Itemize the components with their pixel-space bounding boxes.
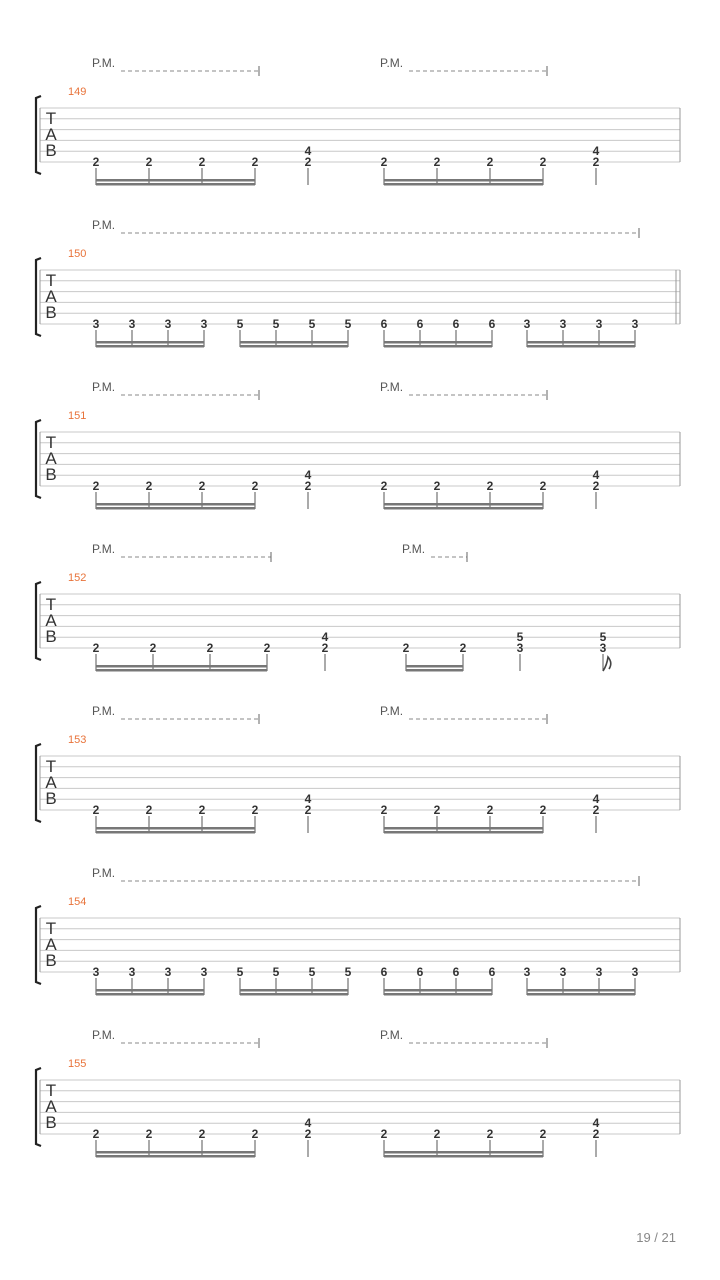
fret-number: 2 (251, 803, 259, 817)
beam (240, 993, 348, 996)
fret-number: 3 (516, 641, 524, 655)
fret-number: 6 (380, 965, 388, 979)
fret-number: 2 (198, 1127, 206, 1141)
beam (240, 345, 348, 348)
fret-number: 3 (523, 965, 531, 979)
palm-mute-label: P.M. (380, 704, 404, 718)
system-151 (36, 380, 680, 510)
beam (384, 507, 543, 510)
fret-number: 6 (488, 965, 496, 979)
palm-mute-label: P.M. (92, 380, 116, 394)
fret-number: 6 (452, 965, 460, 979)
fret-number: 5 (599, 630, 607, 645)
tab-clef-letter: A (45, 1097, 57, 1116)
beam (384, 831, 543, 834)
tab-clef-letter: B (45, 789, 57, 808)
fret-number: 6 (488, 317, 496, 331)
fret-number: 2 (592, 479, 600, 493)
system-154 (36, 866, 680, 996)
beam (96, 989, 204, 992)
fret-number: 4 (304, 144, 312, 159)
system-150 (36, 218, 680, 348)
measure-number: 154 (68, 896, 87, 908)
fret-number: 2 (486, 155, 494, 169)
fret-number: 5 (516, 630, 524, 645)
beam (96, 1155, 255, 1158)
measure-number: 150 (68, 248, 87, 260)
fret-number: 6 (416, 965, 424, 979)
fret-number: 6 (416, 317, 424, 331)
fret-number: 2 (304, 155, 312, 169)
beam (240, 989, 348, 992)
fret-number: 4 (592, 792, 600, 807)
fret-number: 3 (92, 965, 100, 979)
beam (384, 989, 492, 992)
fret-number: 2 (92, 803, 100, 817)
beam (406, 669, 463, 672)
fret-number: 2 (198, 155, 206, 169)
measure-number: 152 (68, 572, 87, 584)
fret-number: 5 (308, 965, 316, 979)
tab-clef-letter: B (45, 627, 57, 646)
beam (384, 503, 543, 506)
fret-number: 2 (433, 479, 441, 493)
palm-mute-label: P.M. (92, 704, 116, 718)
fret-number: 3 (200, 317, 208, 331)
palm-mute-label: P.M. (92, 218, 116, 232)
fret-number: 3 (595, 965, 603, 979)
fret-number: 3 (128, 965, 136, 979)
tab-clef-letter: A (45, 773, 57, 792)
measure-number: 151 (68, 410, 87, 422)
fret-number: 2 (380, 1127, 388, 1141)
beam (96, 669, 267, 672)
fret-number: 2 (459, 641, 467, 655)
tab-clef-letter: T (45, 595, 57, 614)
fret-number: 5 (344, 965, 352, 979)
fret-number: 5 (308, 317, 316, 331)
fret-number: 2 (251, 155, 259, 169)
system-149 (36, 56, 680, 186)
beam (96, 993, 204, 996)
tab-clef-letter: B (45, 951, 57, 970)
beam (384, 179, 543, 182)
fret-number: 3 (631, 965, 639, 979)
tab-clef-letter: B (45, 1113, 57, 1132)
fret-number: 2 (486, 1127, 494, 1141)
beam (406, 665, 463, 668)
fret-number: 2 (402, 641, 410, 655)
fret-number: 5 (272, 965, 280, 979)
fret-number: 5 (344, 317, 352, 331)
beam (384, 1151, 543, 1154)
fret-number: 3 (128, 317, 136, 331)
fret-number: 2 (198, 803, 206, 817)
tab-clef-letter: A (45, 449, 57, 468)
tab-clef-letter: A (45, 125, 57, 144)
beam (384, 993, 492, 996)
fret-number: 4 (321, 630, 329, 645)
fret-number: 2 (92, 155, 100, 169)
tab-clef-letter: B (45, 141, 57, 160)
fret-number: 2 (304, 479, 312, 493)
palm-mute-label: P.M. (92, 56, 116, 70)
tab-clef-letter: T (45, 109, 57, 128)
fret-number: 2 (380, 803, 388, 817)
beam (527, 993, 635, 996)
tab-clef-letter: T (45, 1081, 57, 1100)
fret-number: 2 (145, 1127, 153, 1141)
fret-number: 3 (92, 317, 100, 331)
fret-number: 2 (592, 155, 600, 169)
fret-number: 2 (486, 479, 494, 493)
fret-number: 2 (263, 641, 271, 655)
beam (96, 827, 255, 830)
fret-number: 2 (592, 803, 600, 817)
palm-mute-label: P.M. (380, 1028, 404, 1042)
tab-clef-letter: T (45, 919, 57, 938)
beam (96, 179, 255, 182)
fret-number: 5 (236, 317, 244, 331)
system-153 (36, 704, 680, 834)
page-number: 19 / 21 (636, 1230, 676, 1245)
beam (384, 827, 543, 830)
palm-mute-label: P.M. (92, 866, 116, 880)
palm-mute-label: P.M. (380, 56, 404, 70)
fret-number: 2 (206, 641, 214, 655)
beam (384, 341, 492, 344)
palm-mute-label: P.M. (92, 542, 116, 556)
fret-number: 2 (145, 803, 153, 817)
fret-number: 4 (592, 144, 600, 159)
beam (96, 345, 204, 348)
fret-number: 2 (321, 641, 329, 655)
fret-number: 3 (164, 965, 172, 979)
fret-number: 3 (559, 317, 567, 331)
beam (96, 503, 255, 506)
fret-number: 4 (592, 468, 600, 483)
fret-number: 2 (145, 155, 153, 169)
beam (527, 345, 635, 348)
beam (96, 665, 267, 668)
fret-number: 3 (631, 317, 639, 331)
tab-clef-letter: T (45, 271, 57, 290)
fret-number: 3 (595, 317, 603, 331)
measure-number: 153 (68, 734, 87, 746)
fret-number: 2 (198, 479, 206, 493)
beam (527, 989, 635, 992)
fret-number: 3 (559, 965, 567, 979)
fret-number: 2 (92, 1127, 100, 1141)
fret-number: 2 (380, 479, 388, 493)
fret-number: 2 (539, 155, 547, 169)
fret-number: 2 (592, 1127, 600, 1141)
fret-number: 3 (200, 965, 208, 979)
tab-clef-letter: B (45, 303, 57, 322)
fret-number: 3 (523, 317, 531, 331)
fret-number: 2 (539, 1127, 547, 1141)
fret-number: 2 (92, 641, 100, 655)
note-flag (603, 657, 611, 671)
fret-number: 5 (236, 965, 244, 979)
beam (240, 341, 348, 344)
fret-number: 4 (304, 1116, 312, 1131)
tab-clef-letter: A (45, 935, 57, 954)
palm-mute-label: P.M. (380, 380, 404, 394)
fret-number: 6 (380, 317, 388, 331)
beam (96, 507, 255, 510)
system-155 (36, 1028, 680, 1158)
system-152 (36, 542, 680, 672)
beam (527, 341, 635, 344)
fret-number: 2 (539, 803, 547, 817)
tab-clef-letter: T (45, 433, 57, 452)
fret-number: 2 (433, 1127, 441, 1141)
fret-number: 6 (452, 317, 460, 331)
measure-number: 155 (68, 1058, 87, 1070)
measure-number: 149 (68, 86, 87, 98)
beam (96, 1151, 255, 1154)
beam (384, 183, 543, 186)
palm-mute-label: P.M. (92, 1028, 116, 1042)
beam (96, 831, 255, 834)
tab-clef-letter: A (45, 287, 57, 306)
tab-clef-letter: A (45, 611, 57, 630)
fret-number: 2 (486, 803, 494, 817)
fret-number: 2 (539, 479, 547, 493)
fret-number: 4 (592, 1116, 600, 1131)
fret-number: 2 (251, 479, 259, 493)
fret-number: 2 (304, 1127, 312, 1141)
beam (96, 341, 204, 344)
fret-number: 5 (272, 317, 280, 331)
beam (384, 345, 492, 348)
tab-clef-letter: B (45, 465, 57, 484)
fret-number: 4 (304, 468, 312, 483)
beam (384, 1155, 543, 1158)
fret-number: 2 (433, 155, 441, 169)
fret-number: 2 (145, 479, 153, 493)
fret-number: 2 (433, 803, 441, 817)
fret-number: 3 (164, 317, 172, 331)
palm-mute-label: P.M. (402, 542, 426, 556)
fret-number: 2 (251, 1127, 259, 1141)
tab-clef-letter: T (45, 757, 57, 776)
fret-number: 2 (149, 641, 157, 655)
fret-number: 4 (304, 792, 312, 807)
fret-number: 3 (599, 641, 607, 655)
fret-number: 2 (304, 803, 312, 817)
fret-number: 2 (380, 155, 388, 169)
beam (96, 183, 255, 186)
fret-number: 2 (92, 479, 100, 493)
